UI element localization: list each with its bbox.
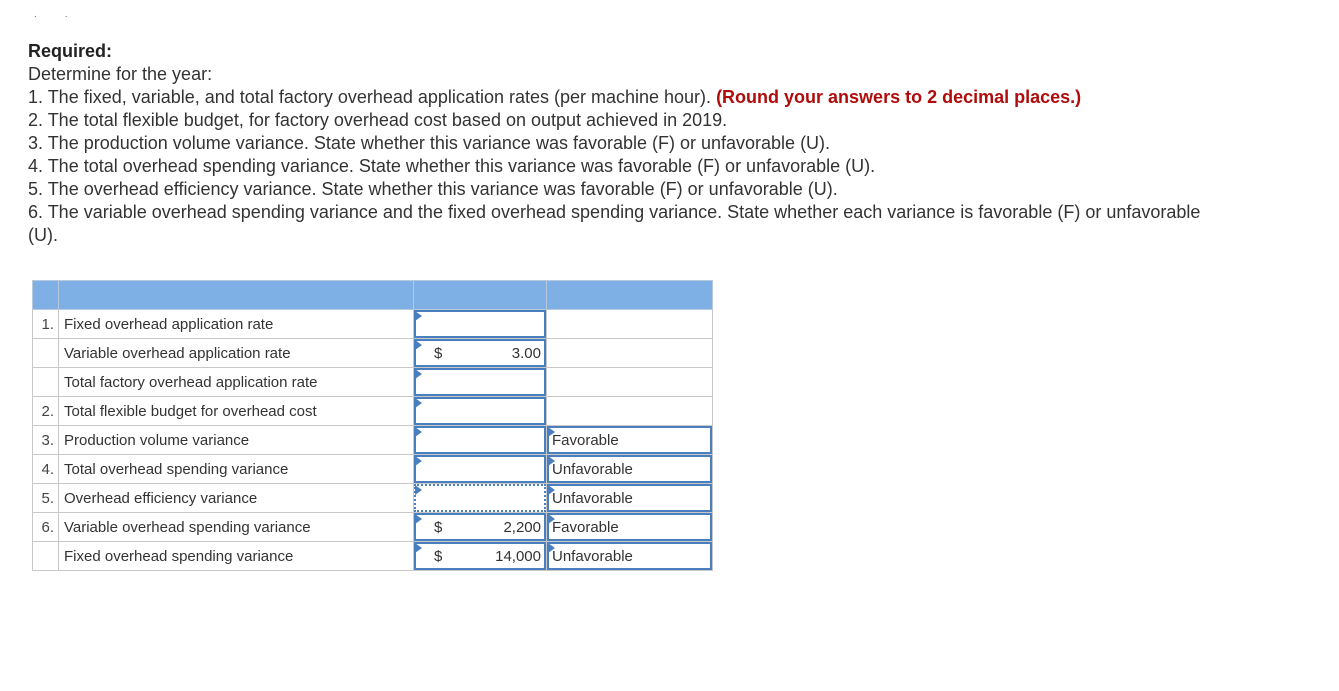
required-item xyxy=(28,86,1228,109)
table-row xyxy=(33,368,713,397)
row-number-text xyxy=(54,548,58,565)
verdict-cell xyxy=(547,397,713,426)
amount-cell xyxy=(414,310,547,339)
currency-symbol: $ xyxy=(434,547,443,565)
table-row xyxy=(33,397,713,426)
currency-symbol: $ xyxy=(434,344,443,362)
required-item: 5. The overhead efficiency variance. State whether this variance was favorable (F) or unfavorable (U). xyxy=(28,179,838,199)
row-label: Total factory overhead application rate xyxy=(59,368,414,397)
table-row xyxy=(33,455,713,484)
amount-input[interactable] xyxy=(414,426,546,454)
row-number xyxy=(33,310,59,339)
input-flag-icon xyxy=(415,369,422,379)
required-item-text: 1. The fixed, variable, and total factory overhead application rates (per machine hour). xyxy=(28,87,717,107)
row-number xyxy=(33,397,59,426)
row-number xyxy=(33,484,59,513)
header-mark: . xyxy=(34,9,65,20)
rounding-note: (Round your answers to 2 decimal places.) xyxy=(716,87,1082,107)
verdict-select[interactable] xyxy=(547,513,712,541)
required-item: 6. The variable overhead spending variance and the fixed overhead spending variance. State whether each variance is favorable (F) or unfavorable (U). xyxy=(28,202,1201,245)
row-number-text: 1. xyxy=(41,315,54,333)
input-flag-icon xyxy=(415,340,422,350)
input-flag-icon xyxy=(415,485,422,495)
row-number-text: 3. xyxy=(41,431,54,449)
row-label: Production volume variance xyxy=(59,426,414,455)
row-number xyxy=(33,542,59,571)
verdict-select[interactable] xyxy=(547,426,712,454)
amount-value: 14,000 xyxy=(495,547,541,565)
amount-cell xyxy=(414,339,547,368)
verdict-value: Favorable xyxy=(552,431,619,449)
required-item: 4. The total overhead spending variance. State whether this variance was favorable (F) or unfavorable (U). xyxy=(28,156,876,176)
amount-cell xyxy=(414,484,547,513)
header-cell xyxy=(547,281,713,310)
row-label: Fixed overhead spending variance xyxy=(59,542,414,571)
input-flag-icon xyxy=(415,543,422,553)
input-flag-icon xyxy=(548,427,555,437)
verdict-cell xyxy=(547,542,713,571)
input-flag-icon xyxy=(415,311,422,321)
row-label: Overhead efficiency variance xyxy=(59,484,414,513)
row-number-text: 2. xyxy=(41,402,54,420)
header-mark: . xyxy=(64,9,96,20)
amount-input[interactable] xyxy=(414,310,546,338)
table-row xyxy=(33,484,713,513)
required-intro: Determine for the year: xyxy=(28,64,213,84)
amount-input[interactable] xyxy=(414,484,546,512)
input-flag-icon xyxy=(548,456,555,466)
amount-cell xyxy=(414,542,547,571)
instructions xyxy=(28,40,1228,247)
amount-value: 2,200 xyxy=(503,518,541,536)
row-number-text: 4. xyxy=(41,460,54,478)
verdict-value: Unfavorable xyxy=(552,460,633,478)
row-number xyxy=(33,455,59,484)
row-label: Fixed overhead application rate xyxy=(59,310,414,339)
currency-symbol: $ xyxy=(434,518,443,536)
row-number-text xyxy=(54,374,58,391)
header-cell xyxy=(33,281,59,310)
verdict-select[interactable] xyxy=(547,484,712,512)
amount-input[interactable] xyxy=(414,513,546,541)
input-flag-icon xyxy=(548,514,555,524)
verdict-cell xyxy=(547,339,713,368)
row-number xyxy=(33,339,59,368)
verdict-value: Unfavorable xyxy=(552,489,633,507)
input-flag-icon xyxy=(415,514,422,524)
table-row xyxy=(33,339,713,368)
verdict-cell xyxy=(547,426,713,455)
answer-table xyxy=(32,280,713,571)
input-flag-icon xyxy=(415,456,422,466)
table-row xyxy=(33,542,713,571)
table-row xyxy=(33,310,713,339)
verdict-cell xyxy=(547,310,713,339)
input-flag-icon xyxy=(415,398,422,408)
header-marks xyxy=(34,9,96,20)
verdict-cell xyxy=(547,513,713,542)
amount-input[interactable] xyxy=(414,339,546,367)
table-row xyxy=(33,426,713,455)
amount-cell xyxy=(414,455,547,484)
amount-value: 3.00 xyxy=(511,344,541,362)
row-number-text: 6. xyxy=(41,518,54,536)
row-number-text xyxy=(54,345,58,362)
row-label: Variable overhead application rate xyxy=(59,339,414,368)
row-number xyxy=(33,513,59,542)
required-item: 3. The production volume variance. State whether this variance was favorable (F) or unfavorable (U). xyxy=(28,133,831,153)
verdict-select[interactable] xyxy=(547,455,712,483)
required-item: 2. The total flexible budget, for factory overhead cost based on output achieved in 2019. xyxy=(28,110,728,130)
amount-cell xyxy=(414,426,547,455)
input-flag-icon xyxy=(548,543,555,553)
input-flag-icon xyxy=(548,485,555,495)
amount-input[interactable] xyxy=(414,455,546,483)
row-label: Total flexible budget for overhead cost xyxy=(59,397,414,426)
verdict-select[interactable] xyxy=(547,542,712,570)
row-label: Variable overhead spending variance xyxy=(59,513,414,542)
required-title: Required: xyxy=(28,41,113,61)
input-flag-icon xyxy=(415,427,422,437)
amount-input[interactable] xyxy=(414,368,546,396)
header-cell xyxy=(59,281,414,310)
verdict-cell xyxy=(547,484,713,513)
row-label: Total overhead spending variance xyxy=(59,455,414,484)
amount-input[interactable] xyxy=(414,542,546,570)
verdict-cell xyxy=(547,455,713,484)
verdict-value: Favorable xyxy=(552,518,619,536)
amount-cell xyxy=(414,368,547,397)
table-header-row xyxy=(33,281,713,310)
table-row xyxy=(33,513,713,542)
amount-cell xyxy=(414,513,547,542)
row-number xyxy=(33,426,59,455)
amount-cell xyxy=(414,397,547,426)
verdict-value: Unfavorable xyxy=(552,547,633,565)
verdict-cell xyxy=(547,368,713,397)
row-number-text: 5. xyxy=(41,489,54,507)
amount-input[interactable] xyxy=(414,397,546,425)
row-number xyxy=(33,368,59,397)
header-cell xyxy=(414,281,547,310)
